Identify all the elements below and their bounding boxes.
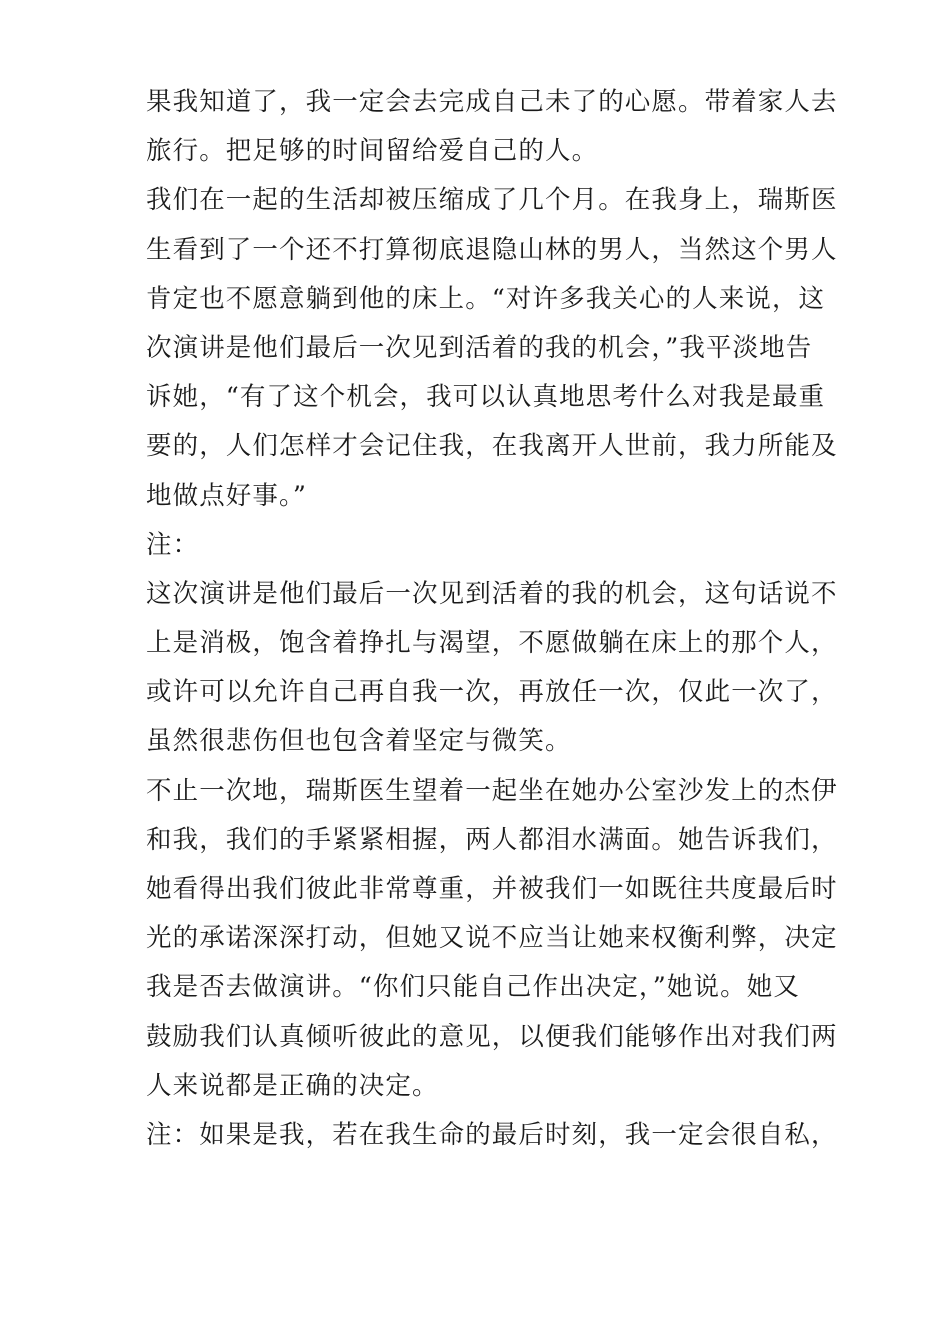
text-line: 我是否去做演讲。“你们只能自己作出决定，”她说。她又 [146,972,800,1003]
text-line: 这次演讲是他们最后一次见到活着的我的机会，这句话说不 [146,578,838,609]
text-line: 生看到了一个还不打算彻底退隐山林的男人，当然这个男人 [146,234,838,265]
text-line: 果我知道了，我一定会去完成自己未了的心愿。带着家人去 [146,87,838,117]
text-line: 虽然很悲伤但也包含着坚定与微笑。 [146,726,572,757]
text-line: 鼓励我们认真倾听彼此的意见，以便我们能够作出对我们两 [146,1021,838,1052]
text-line: 注：如果是我，若在我生命的最后时刻，我一定会很自私， [146,1119,838,1150]
text-line: 肯定也不愿意躺到他的床上。“对许多我关心的人来说，这 [146,283,826,314]
text-line: 或许可以允许自己再自我一次，再放任一次，仅此一次了， [146,677,838,708]
text-line: 诉她，“有了这个机会，我可以认真地思考什么对我是最重 [146,382,826,413]
text-line: 上是消极，饱含着挣扎与渴望，不愿做躺在床上的那个人， [146,628,838,659]
note-label: 注： [146,529,200,560]
document-body [146,78,838,1160]
text-line: 和我，我们的手紧紧相握，两人都泪水满面。她告诉我们， [146,824,838,855]
text-line: 我们在一起的生活却被压缩成了几个月。在我身上，瑞斯医 [146,185,838,216]
text-line: 人来说都是正确的决定。 [146,1070,439,1101]
text-line: 次演讲是他们最后一次见到活着的我的机会，”我平淡地告 [146,332,813,363]
text-line: 旅行。把足够的时间留给爱自己的人。 [146,136,599,167]
text-line: 地做点好事。” [146,480,307,511]
text-line: 不止一次地，瑞斯医生望着一起坐在她办公室沙发上的杰伊 [146,775,838,806]
text-line: 光的承诺深深打动，但她又说不应当让她来权衡利弊，决定 [146,923,838,954]
text-line: 要的，人们怎样才会记住我，在我离开人世前，我力所能及 [146,431,838,462]
text-line: 她看得出我们彼此非常尊重，并被我们一如既往共度最后时 [146,874,838,904]
